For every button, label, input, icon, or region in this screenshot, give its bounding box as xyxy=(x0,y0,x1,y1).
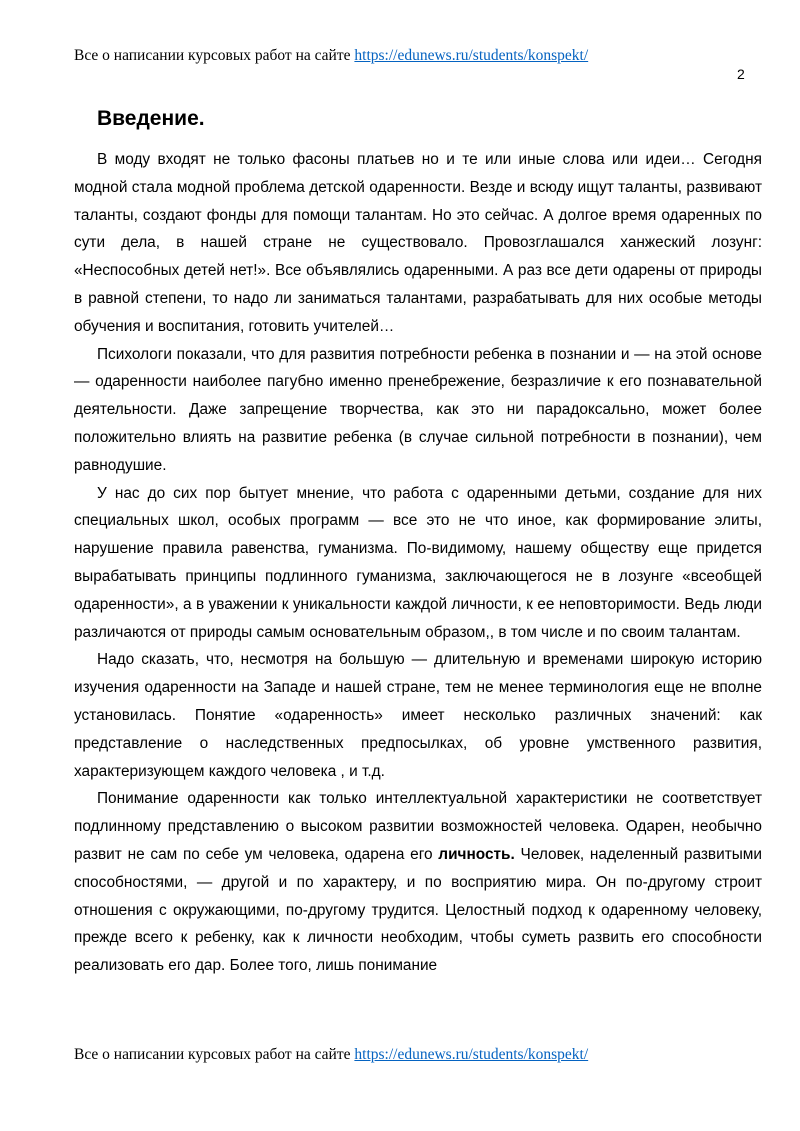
footer-text: Все о написании курсовых работ на сайте xyxy=(74,1046,355,1063)
body-text xyxy=(74,146,762,980)
header-text: Все о написании курсовых работ на сайте xyxy=(74,47,355,64)
paragraph-5 xyxy=(74,785,762,980)
header-link[interactable]: https://edunews.ru/students/konspekt/ xyxy=(354,47,589,64)
page-footer xyxy=(74,1046,760,1064)
section-heading: Введение. xyxy=(97,107,205,130)
paragraph-5-text-start: Понимание одаренности как только интеллектуальной характеристики не соответствует подлинному представлению о высоком развитии возможностей человека. Одарен, необычно развит не сам по себе ум человека, одарена его xyxy=(74,790,762,863)
paragraph-2: Психологи показали, что для развития потребности ребенка в познании и — на этой основе — одаренности наиболее пагубно именно пренебрежение, безразличие к его познавательной деятельности. Даже запрещение творчества, как это ни парадоксально, может более положительно влиять на развитие ребенка (в случае сильной потребности в познании), чем равнодушие. xyxy=(74,345,762,474)
paragraph-1: В моду входят не только фасоны платьев но и те или иные слова или идеи… Сегодня модной стала модной проблема детской одаренности. Везде и всюду ищут таланты, развивают таланты, создают фонды для помощи талантам. Но это сейчас. А долгое время одаренных по сути дела, в нашей стране не существовало. Провозглашался ханжеский лозунг: «Неспособных детей нет!». Все объявлялись одаренными. А раз все дети одарены от природы в равной степени, то надо ли заниматься талантами, разрабатывать для них особые методы обучения и воспитания, готовить учителей… xyxy=(74,151,762,335)
paragraph-4: Надо сказать, что, несмотря на большую — длительную и временами широкую историю изучения одаренности на Западе и нашей стране, тем не менее терминология еще не вполне установилась. Понятие «одаренность» имеет несколько различных значений: как представление о наследственных предпосылках, об уровне умственного развития, характеризующем каждого человека , и т.д. xyxy=(74,651,762,780)
page-number: 2 xyxy=(737,66,745,82)
paragraph-5-text-end: Человек, наделенный развитыми способностями, — другой и по характеру, и по восприятию мира. Он по-другому строит отношения с окружающими, по-другому трудится. Целостный подход к одаренному человеку, прежде всего к ребенку, как к личности необходим, чтобы суметь развить его способности реализовать его дар. Более того, лишь понимание xyxy=(74,845,762,975)
footer-link[interactable]: https://edunews.ru/students/konspekt/ xyxy=(354,1046,589,1063)
page-header xyxy=(74,47,760,65)
bold-word: личность. xyxy=(438,845,515,863)
paragraph-3: У нас до сих пор бытует мнение, что работа с одаренными детьми, создание для них специальных школ, особых программ — все это не что иное, как формирование элиты, нарушение правила равенства, гуманизма. По-видимому, нашему обществу еще придется вырабатывать принципы подлинного гуманизма, заключающегося не в лозунге «всеобщей одаренности», а в уважении к уникальности каждой личности, к ее неповторимости. Ведь люди различаются от природы самым основательным образом,, в том числе и по своим талантам. xyxy=(74,484,762,641)
